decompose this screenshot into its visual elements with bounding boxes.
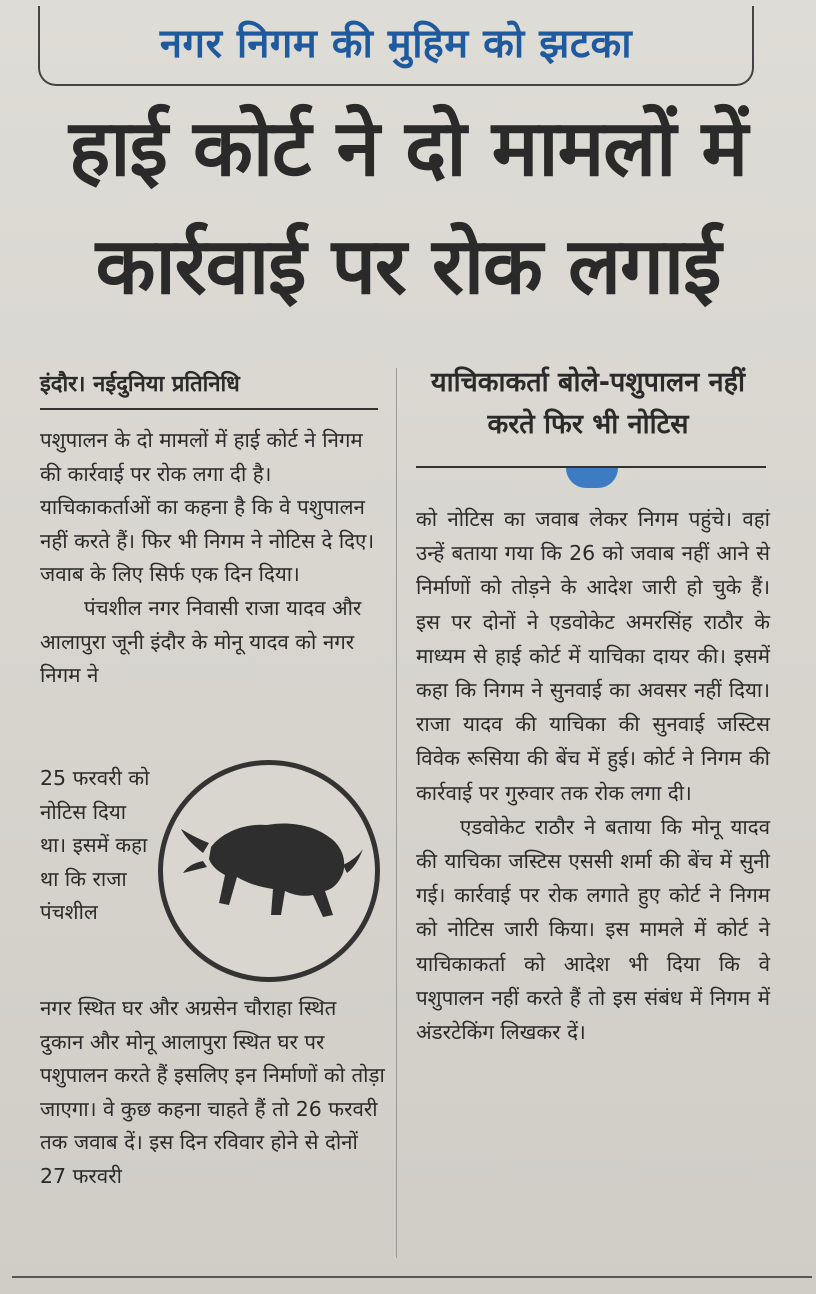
kicker-text: नगर निगम की मुहिम को झटका [159,21,633,67]
byline-rule [40,408,378,410]
column-divider [396,368,397,1258]
right-para-2: एडवोकेट राठौर ने बताया कि मोनू यादव की याचिका जस्टिस एससी शर्मा की बेंच में सुनी गई। कार्रवाई पर रोक लगाते हुए कोर्ट ने निगम को नोटिस जारी किया। इस मामले में कोर्ट ने याचिकाकर्ता को आदेश भी दिया कि वे पशुपालन नहीं करते हैं तो इस संबंध में निगम में अंडरटेकिंग लिखकर दें। [416,814,770,1045]
left-para-2-start: पंचशील नगर निवासी राजा यादव और आलापुरा जूनी इंदौर के मोनू यादव को नगर निगम ने [40,595,362,688]
left-column-bottom: नगर स्थित घर और अग्रसेन चौराहा स्थित दुकान और मोनू आलापुरा स्थित घर पर पशुपालन करते हैं इसलिए इन निर्माणों को तोड़ा जाएगा। वे कुछ कहना चाहते हैं तो 26 फरवरी तक जवाब दें। इस दिन रविवार होने से दोनों 27 फरवरी [40,996,385,1188]
right-column [416,502,770,1049]
left-column-top [40,424,385,693]
byline: इंदौर। नईदुनिया प्रतिनिधि [40,372,240,397]
left-para-1: पशुपालन के दो मामलों में हाई कोर्ट ने निगम की कार्रवाई पर रोक लगा दी है। याचिकाकर्ताओं का कहना है कि वे पशुपालन नहीं करते हैं। फिर भी निगम ने नोटिस दे दिए। जवाब के लिए सिर्फ एक दिन दिया। [40,428,375,587]
kicker-box [38,6,754,86]
headline-line-2: कार्रवाई पर रोक लगाई [95,222,721,312]
right-para-1: को नोटिस का जवाब लेकर निगम पहुंचे। वहां उन्हें बताया गया कि 26 को जवाब नहीं आने से निर्माणों को तोड़ने के आदेश जारी हो चुके हैं। इस पर दोनों ने एडवोकेट अमरसिंह राठौर के माध्यम से हाई कोर्ट में याचिका दायर की। इसमें कहा कि निगम ने सुनवाई का अवसर नहीं दिया। राजा यादव की याचिका की सुनवाई जस्टिस विवेक रूसिया की बेंच में हुई। कोर्ट ने निगम की कार्रवाई पर गुरुवार तक रोक लगा दी। [416,507,770,805]
bottom-rule [12,1276,812,1278]
bull-icon [158,760,380,982]
sub-headline: याचिकाकर्ता बोले-पशुपालन नहीं करते फिर भी नोटिस [431,367,745,440]
headline-line-1: हाई कोर्ट ने दो मामलों में [68,104,748,194]
left-wrap-text: 25 फरवरी को नोटिस दिया था। इसमें कहा था कि राजा पंचशील [40,766,150,925]
sub-headline-accent [566,468,618,488]
